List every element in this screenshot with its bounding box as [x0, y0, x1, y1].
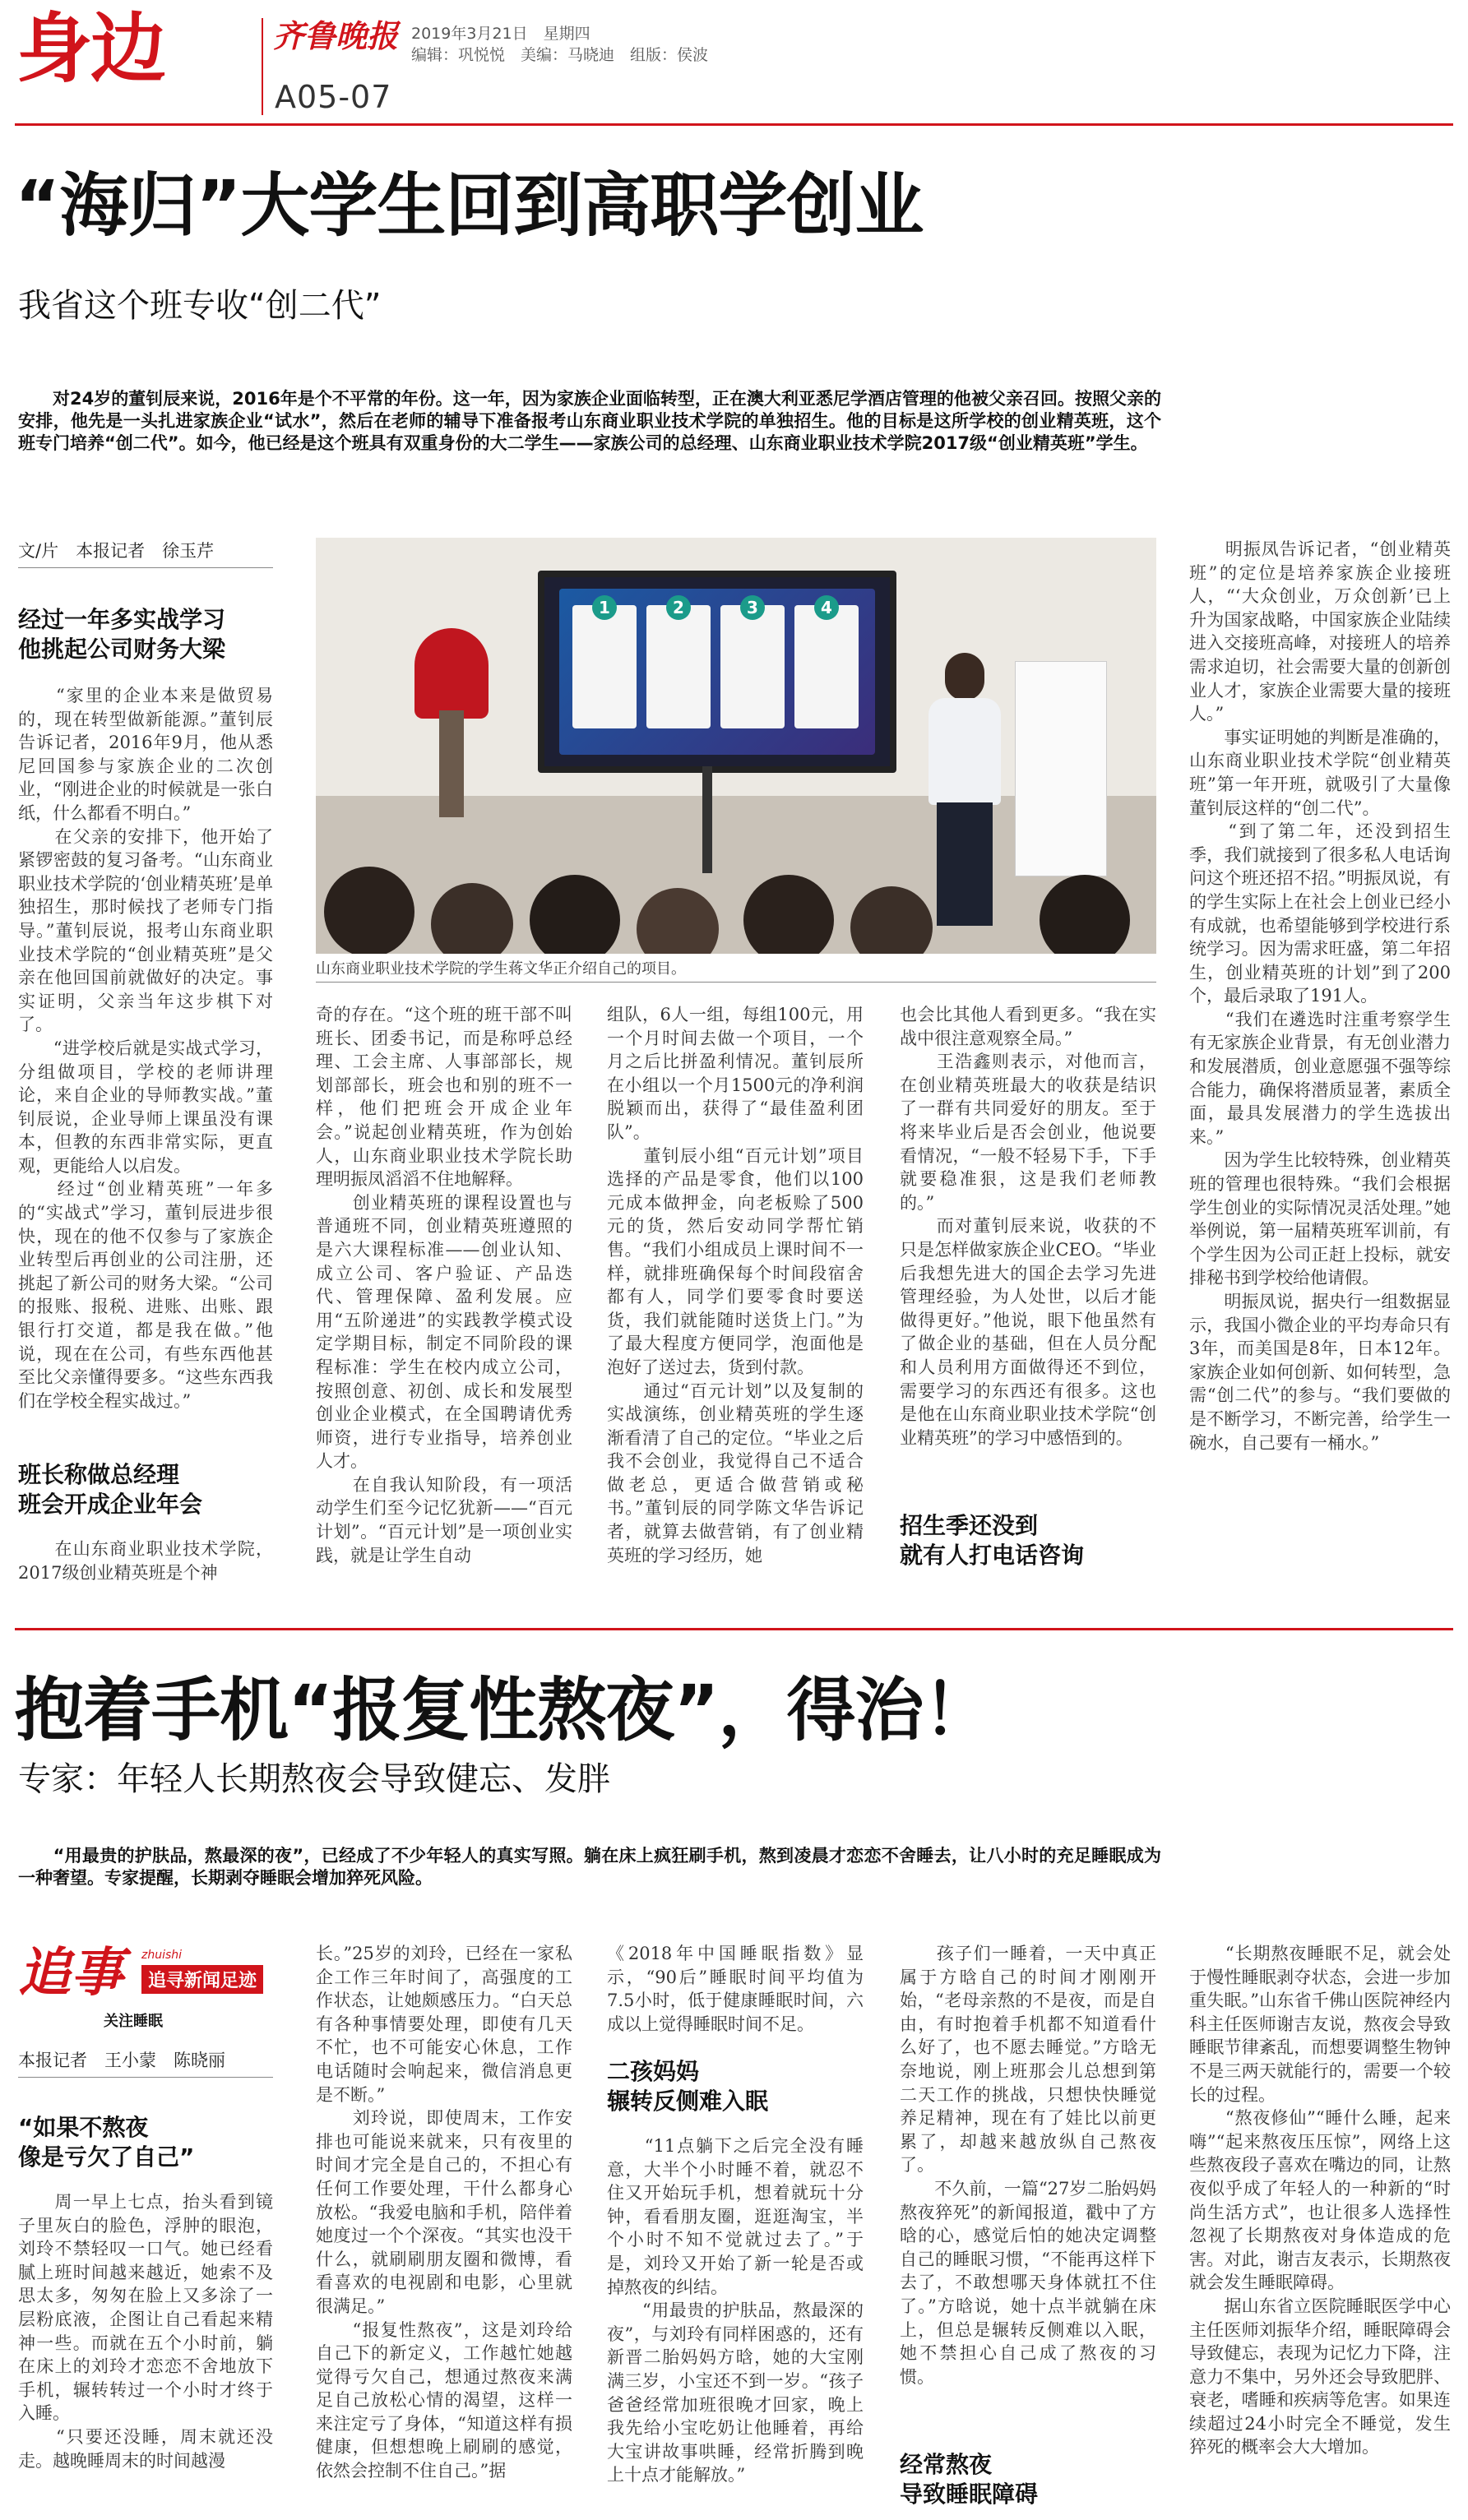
subhead-1-2: 班长称做总经理 班会开成企业年会	[18, 1461, 203, 1518]
paper-name: 齐鲁晚报	[273, 17, 399, 54]
logo-pinyin: zhuishi	[141, 1949, 183, 1962]
article1-photo	[316, 538, 1156, 954]
slide-card-4	[794, 605, 859, 728]
slide-card-1	[572, 605, 637, 728]
presenter-head	[945, 653, 984, 701]
byline-2-rule	[18, 2077, 273, 2078]
banner	[1015, 661, 1107, 876]
slide-card-2	[646, 605, 711, 728]
slide-number-2: 2	[666, 595, 691, 620]
logo-column: 关注睡眠	[104, 2013, 163, 2030]
article2-col1: 周一早上七点，抬头看到镜子里灰白的脸色，浮肿的眼泡，刘玲不禁轻叹一口气。她已经看腻上班时间越来越近，她索不及思太多，匆匆在脸上又多涂了一层粉底液，企图让自己看起来精神一些。而就在五个小时前，躺在床上的刘玲才恋恋不舍地放下手机，辗转转过一个小时才终于入睡。 “只要还没睡，周末就还没走。越晚睡周末的时间越漫	[18, 2192, 273, 2471]
article1-col4: 也会比其他人看到更多。“我在实战中很注意观察全局。” 王浩鑫则表示，对他而言，在创业精英班最大的收获是结识了一群有共同爱好的朋友。至于将来毕业后是否会创业，他说要看情况，“一般不轻易下手，下手就要稳准狠，这是我们老师教的。” 而对董钊辰来说，收获的不只是怎样做家族企业CEO。“毕业后我想先进大的国企去学习先进管理经验，为人处世，以后才能做得更好。”他说，眼下他虽然有了做企业的基础，但在人员分配和人员利用方面做得还不到位，需要学习的东西还有很多。这也是他在山东商业职业技术学院“创业精英班”的学习中感悟到的。	[900, 1005, 1156, 1448]
lead-1: 对24岁的董钊辰来说，2016年是个不平常的年份。这一年，因为家族企业面临转型，正在澳大利亚悉尼学酒店管理的他被父亲召回。按照父亲的安排，他先是一头扎进家族企业“试水”，然后在老师的辅导下准备报考山东商业职业技术学院的单独招生。他的目标是这所学校的创业精英班，这个班专门培养“创二代”。如今，他已经是这个班具有双重身份的大二学生——家族公司的总经理、山东商业职业技术学院2017级“创业精英班”学生。	[18, 389, 1161, 453]
slide-number-4: 4	[814, 595, 839, 620]
subhead-2-3: 经常熬夜 导致睡眠障碍	[900, 2451, 1039, 2508]
article2-col4: 孩子们一睡着，一天中真正属于方晗自己的时间才刚刚开始，“老母亲熬的不是夜，而是自由，有时抱着手机都不知道看什么好了，也不愿去睡觉。”方晗无奈地说，刚上班那会儿总想到第二天工作的挑战，只想快快睡觉养足精神，现在有了娃比以前更累了，却越来越放纵自己熬夜了。 不久前，一篇“27岁二胎妈妈熬夜猝死”的新闻报道，戳中了方晗的心，感觉后怕的她决定调整自己的睡眠习惯，“不能再这样下去了，不敢想哪天身体就扛不住了。”方晗说，她十点半就躺在床上，但总是辗转反侧难以入眠，她不禁担心自己成了熬夜的习惯。	[900, 1944, 1156, 2387]
logo-tagline: 追寻新闻足迹	[141, 1965, 263, 1994]
audience	[316, 850, 1156, 954]
editors-line: 编辑：巩悦悦 美编：马晓迪 组版：侯波	[411, 46, 709, 64]
article-separator	[15, 1628, 1453, 1630]
masthead-divider	[262, 18, 263, 115]
subhead-1-3: 招生季还没到 就有人打电话咨询	[900, 1512, 1085, 1569]
red-drape	[414, 628, 489, 719]
masthead-rule	[15, 123, 1453, 126]
slide-card-3	[720, 605, 785, 728]
article1-col3: 组队，6人一组，每组100元，用一个月时间去做一个项目，一个月之后比拼盈利情况。董钊辰所在小组以一个月1500元的净利润脱颖而出，获得了“最佳盈利团队”。 董钊辰小组“百元计划”项目选择的产品是零食，他们以100元成本做押金，向老板赊了500元的货，然后安动同学帮忙销售。“我们小组成员上课时间不一样，就排班确保每个时间段宿舍都有人，同学们要零食时要送货，我们就能随时送货上门。”为了最大程度方便同学，泡面他是泡好了送过去，货到付款。 通过“百元计划”以及复制的实战演练，创业精英班的学生逐渐看清了自己的定位。“毕业之后我不会创业，我觉得自己不适合做老总，更适合做营销或秘书。”董钊辰的同学陈文华告诉记者，就算去做营销，有了创业精英班的学习经历，她	[607, 1005, 864, 1565]
article1-col5: 明振凤告诉记者，“创业精英班”的定位是培养家族企业接班人，“‘大众创业，万众创新’已上升为国家战略，中国家族企业陆续进入交接班高峰，对接班人的培养需求迫切，社会需要大量的创新创业人才，家族企业需要大量的接班人。” 事实证明她的判断是准确的，山东商业职业技术学院“创业精英班”第一年开班，就吸引了大量像董钊辰这样的“创二代”。 “到了第二年，还没到招生季，我们就接到了很多私人电话询问这个班还招不招。”明振凤说，有的学生实际上在社会上创业已经小有成就，也希望能够到学校进行系统学习。因为需求旺盛，第二年招生，创业精英班的计划”到了200个，最后录取了191人。 “我们在遴选时注重考察学生有无家族企业背景，有无创业潜力和发展潜质，创业意愿强不强等综合能力，确保将潜质显著，素质全面，最具发展潜力的学生选拔出来。” 因为学生比较特殊，创业精英班的管理也很特殊。“我们会根据学生创业的实际情况灵活处理。”她举例说，第一届精英班军训前，有个学生因为公司正赶上投标，就安排秘书到学校给他请假。 明振凤说，据央行一组数据显示，我国小微企业的平均寿命只有3年，而美国是8年，日本12年。家族企业如何创新、如何转型，急需“创二代”的参与。“我们要做的是不断学习，不断完善，给学生一碗水，自己要有一桶水。”	[1189, 539, 1451, 1453]
headline-2: 抱着手机“报复性熬夜”，得治！	[15, 1670, 992, 1750]
drape-stand	[439, 710, 464, 817]
article2-col3b: “11点躺下之后完全没有睡意，大半个小时睡不着，就忍不住又开始玩手机，想着就玩十分钟，看看朋友圈，逛逛淘宝，半个小时不知不觉就过去了。”于是，刘玲又开始了新一轮是否或掉熬夜的纠结。 “用最贵的护肤品，熬最深的夜”，与刘玲有同样困惑的，还有新晋二胎妈妈方晗，她的大宝刚满三岁，小宝还不到一岁。“孩子爸爸经常加班很晚才回家，晚上我先给小宝吃奶让他睡着，再给大宝讲故事哄睡，经常折腾到晚上十点才能解放。”	[607, 2136, 864, 2485]
article1-col1a: “家里的企业本来是做贸易的，现在转型做新能源。”董钊辰告诉记者，2016年9月，他从悉尼回国参与家族企业的二次创业，“刚进企业的时候就是一张白纸，什么都看不明白。” 在父亲的安排下，他开始了紧锣密鼓的复习备考。“山东商业职业技术学院的‘创业精英班’是单独招生，那时候找了老师专门指导。”董钊辰说，报考山东商业职业技术学院的“创业精英班”是父亲在他回国前就做好的决定。事实证明，父亲当年这步棋下对了。 “进学校后就是实战式学习，分组做项目，学校的老师讲理论，来自企业的导师教实战。”董钊辰说，企业导师上课虽没有课本，但教的东西非常实际，更直观，更能给人以启发。 经过“创业精英班”一年多的“实战式”学习，董钊辰进步很快，现在的他不仅参与了家族企业转型后再创业的公司注册，还挑起了新公司的财务大梁。“公司的报账、报税、进账、出账、跟银行打交道，都是我在做。”他说，现在在公司，有些东西他甚至比父亲懂得要多。“这些东西我们在学校全程实战过。”	[18, 686, 273, 1411]
article2-col3a: 《2018年中国睡眠指数》显示，“90后”睡眠时间平均值为7.5小时，低于健康睡眠时间，六成以上觉得睡眠时间不足。	[607, 1944, 864, 2034]
presenter-body	[928, 698, 1001, 805]
issue-date: 2019年3月21日 星期四	[411, 25, 590, 43]
page-number: A05-07	[275, 79, 392, 115]
photo-caption-rule	[316, 982, 1156, 983]
subheadline-2: 专家：年轻人长期熬夜会导致健忘、发胖	[18, 1760, 610, 1798]
byline-rule	[18, 567, 273, 568]
byline-1: 文/片 本报记者 徐玉芹	[18, 541, 215, 561]
article2-col5: “长期熬夜睡眠不足，就会处于慢性睡眠剥夺状态，会进一步加重失眠。”山东省千佛山医院神经内科主任医师谢吉友说，熬夜会导致睡眠节律紊乱，而想要调整生物钟不是三两天就能行的，需要一个较长的过程。 “熬夜修仙”“睡什么睡，起来嗨”“起来熬夜压压惊”，网络上这些熬夜段子喜欢在嘴边的同，让熬夜似乎成了年轻人的一种新的“时尚生活方式”，也让很多人选择性忽视了长期熬夜对身体造成的危害。对此，谢吉友表示，长期熬夜就会发生睡眠障碍。 据山东省立医院睡眠医学中心主任医师刘振华介绍，睡眠障碍会导致健忘，表现为记忆力下降，注意力不集中，另外还会导致肥胖、衰老，嗜睡和疾病等危害。如果连续超过24小时完全不睡觉，发生猝死的概率会大大增加。	[1189, 1944, 1451, 2458]
subhead-2-1: “如果不熬夜 像是亏欠了自己”	[18, 2114, 195, 2171]
subheadline-1: 我省这个班专收“创二代”	[18, 287, 382, 325]
subhead-1-1: 经过一年多实战学习 他挑起公司财务大梁	[18, 606, 226, 663]
logo-big: 追事	[18, 1942, 123, 2004]
lead-2: “用最贵的护肤品，熬最深的夜”，已经成了不少年轻人的真实写照。躺在床上疯狂刷手机，熬到凌晨才恋恋不舍睡去，让八小时的充足睡眠成为一种奢望。专家提醒，长期剥夺睡眠会增加猝死风险。	[18, 1846, 1161, 1888]
subhead-2-2: 二孩妈妈 辗转反侧难入眠	[607, 2058, 769, 2115]
column-logo	[18, 1942, 281, 2032]
headline-1: “海归”大学生回到高职学创业	[15, 165, 924, 246]
section-title: 身边	[16, 5, 165, 93]
article1-col1b: 在山东商业职业技术学院，2017级创业精英班是个神	[18, 1539, 273, 1583]
article2-col2: 长。”25岁的刘玲，已经在一家私企工作三年时间了，高强度的工作状态，让她颇感压力。“白天总有各种事情要处理，即使有几天不忙，也不可能安心休息，工作电话随时会响起来，微信消息更是不断。” 刘玲说，即使周末，工作安排也可能说来就来，只有夜里的时间才完全是自己的，不担心有任何工作要处理，干什么都身心放松。“我爱电脑和手机，陪伴着她度过一个个深夜。“其实也没干什么，就刷刷朋友圈和微博，看看喜欢的电视剧和电影，心里就很满足。” “报复性熬夜”，这是刘玲给自己下的新定义，工作越忙她越觉得亏欠自己，想通过熬夜来满足自己放松心情的渴望，这样一来注定亏了身体，“知道这样有损健康，但想想晚上刷刷的感觉，依然会控制不住自己。”据	[316, 1944, 572, 2481]
slide-number-1: 1	[592, 595, 617, 620]
presentation-screen	[538, 571, 896, 773]
photo-caption: 山东商业职业技术学院的学生蒋文华正介绍自己的项目。	[316, 960, 686, 978]
slide-number-3: 3	[740, 595, 765, 620]
byline-2: 本报记者 王小蒙 陈晓丽	[18, 2051, 225, 2070]
article1-col2: 奇的存在。“这个班的班干部不叫班长、团委书记，而是称呼总经理、工会主席、人事部部长，规划部部长，班会也和别的班不一样，他们把班会开成企业年会。”说起创业精英班，作为创始人，山东商业职业技术学院长助理明振凤滔滔不住地解释。 创业精英班的课程设置也与普通班不同，创业精英班遵照的是六大课程标准——创业认知、成立公司、客户验证、产品迭代、管理保障、盈利发展。应用“五阶递进”的实践教学模式设定学期目标，制定不同阶段的课程标准：学生在校内成立公司，按照创意、初创、成长和发展型创业企业模式，在全国聘请优秀师资，进行专业指导，培养创业人才。 在自我认知阶段，有一项活动学生们至今记忆犹新——“百元计划”。“百元计划”是一项创业实践，就是让学生自动	[316, 1005, 572, 1565]
